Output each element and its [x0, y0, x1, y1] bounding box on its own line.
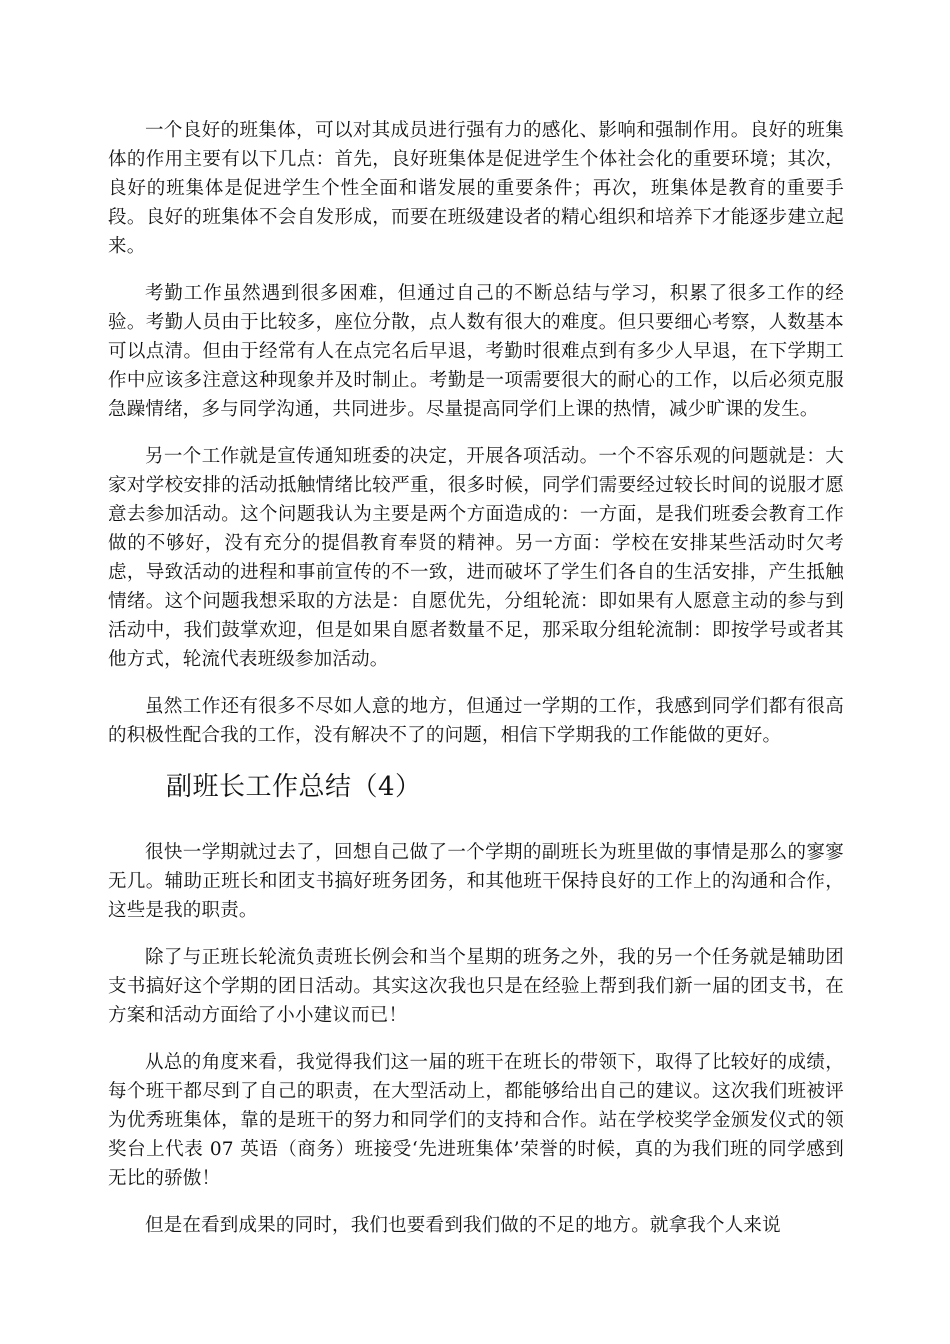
document-body	[108, 116, 844, 1258]
paragraph-activities: 另一个工作就是宣传通知班委的决定，开展各项活动。一个不容乐观的问题就是：大家对学校安排的活动抵触情绪比较严重，很多时候，同学们需要经过较长时间的说服才愿意去参加活动。这个问题我认为主要是两个方面造成的：一方面，是我们班委会教育工作做的不够好，没有充分的提倡教育奉贤的精神。另一方面：学校在安排某些活动时欠考虑，导致活动的进程和事前宣传的不一致，进而破坏了学生们各自的生活安排，产生抵触情绪。这个问题我想采取的方法是：自愿优先，分组轮流：即如果有人愿意主动的参与到活动中，我们鼓掌欢迎，但是如果自愿者数量不足，那采取分组轮流制：即按学号或者其他方式，轮流代表班级参加活动。	[108, 446, 844, 670]
paragraph-conclusion: 虽然工作还有很多不尽如人意的地方，但通过一学期的工作，我感到同学们都有很高的积极性配合我的工作，没有解决不了的问题，相信下学期我的工作能做的更好。	[108, 696, 844, 746]
paragraph-league-activities: 除了与正班长轮流负责班长例会和当个星期的班务之外，我的另一个任务就是辅助团支书搞好这个学期的团日活动。其实这次我也只是在经验上帮到我们新一届的团支书，在方案和活动方面给了小小建议而已！	[108, 947, 844, 1026]
paragraph-attendance: 考勤工作虽然遇到很多困难，但通过自己的不断总结与学习，积累了很多工作的经验。考勤人员由于比较多，座位分散，点人数有很大的难度。但只要细心考察，人数基本可以点清。但由于经常有人在点完名后早退，考勤时很难点到有多少人早退，在下学期工作中应该多注意这种现象并及时制止。考勤是一项需要很大的耐心的工作，以后必须克服急躁情绪，多与同学沟通，共同进步。尽量提高同学们上课的热情，减少旷课的发生。	[108, 283, 844, 420]
paragraph-semester-review: 很快一学期就过去了，回想自己做了一个学期的副班长为班里做的事情是那么的寥寥无几。辅助正班长和团支书搞好班务团务，和其他班干保持良好的工作上的沟通和合作，这些是我的职责。	[108, 842, 844, 921]
paragraph-class-collective: 一个良好的班集体，可以对其成员进行强有力的感化、影响和强制作用。良好的班集体的作用主要有以下几点：首先，良好班集体是促进学生个体社会化的重要环境；其次，良好的班集体是促进学生个性全面和谐发展的重要条件；再次，班集体是教育的重要手段。良好的班集体不会自发形成，而要在班级建设者的精心组织和培养下才能逐步建立起来。	[108, 120, 844, 257]
paragraph-achievements: 从总的角度来看，我觉得我们这一届的班干在班长的带领下，取得了比较好的成绩，每个班干都尽到了自己的职责，在大型活动上，都能够给出自己的建议。这次我们班被评为优秀班集体，靠的是班干的努力和同学们的支持和合作。站在学校奖学金颁发仪式的领奖台上代表 07 英语（商务）班接受‘先进班集体’荣誉的时候，真的为我们班的同学感到无比的骄傲！	[108, 1052, 844, 1189]
paragraph-shortcomings: 但是在看到成果的同时，我们也要看到我们做的不足的地方。就拿我个人来说	[145, 1215, 781, 1236]
section-title: 副班长工作总结（4）	[166, 772, 422, 802]
